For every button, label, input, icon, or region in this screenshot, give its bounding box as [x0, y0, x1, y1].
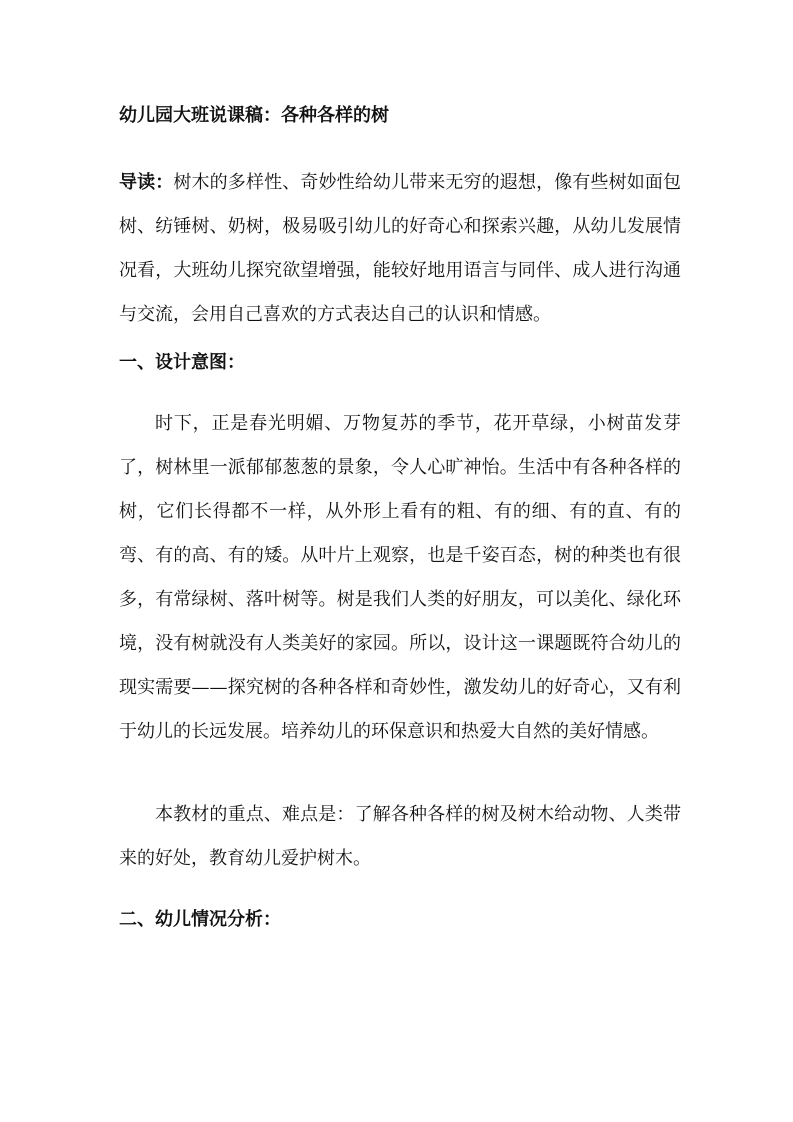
document-title: 幼儿园大班说课稿：各种各样的树 — [119, 105, 389, 126]
key-points-paragraph: 本教材的重点、难点是：了解各种各样的树及树木给动物、人类带来的好处，教育幼儿爱护树木。 — [119, 804, 681, 869]
section-heading-child-analysis: 二、幼儿情况分析： — [119, 909, 281, 930]
design-intent-paragraph: 时下，正是春光明媚、万物复苏的季节，花开草绿，小树苗发芽了，树林里一派郁郁葱葱的景象，令人心旷神怡。生活中有各种各样的树，它们长得都不一样，从外形上看有的粗、有的细、有的直、有的弯、有的高、有的矮。从叶片上观察，也是千姿百态，树的种类也有很多，有常绿树、落叶树等。树是我们人类的好朋友，可以美化、绿化环境，没有树就没有人类美好的家园。所以，设计这一课题既符合幼儿的现实需要——探究树的各种各样和奇妙性，激发幼儿的好奇心，又有利于幼儿的长远发展。培养幼儿的环保意识和热爱大自然的美好情感。 — [119, 413, 681, 742]
intro-paragraph — [119, 161, 681, 337]
intro-lead: 导读： — [119, 172, 174, 193]
intro-text: 树木的多样性、奇妙性给幼儿带来无穷的遐想，像有些树如面包树、纺锤树、奶树，极易吸引幼儿的好奇心和探索兴趣，从幼儿发展情况看，大班幼儿探究欲望增强，能较好地用语言与同伴、成人进行沟通与交流，会用自己喜欢的方式表达自己的认识和情感。 — [119, 172, 682, 325]
section-heading-design-intent: 一、设计意图： — [119, 352, 245, 373]
